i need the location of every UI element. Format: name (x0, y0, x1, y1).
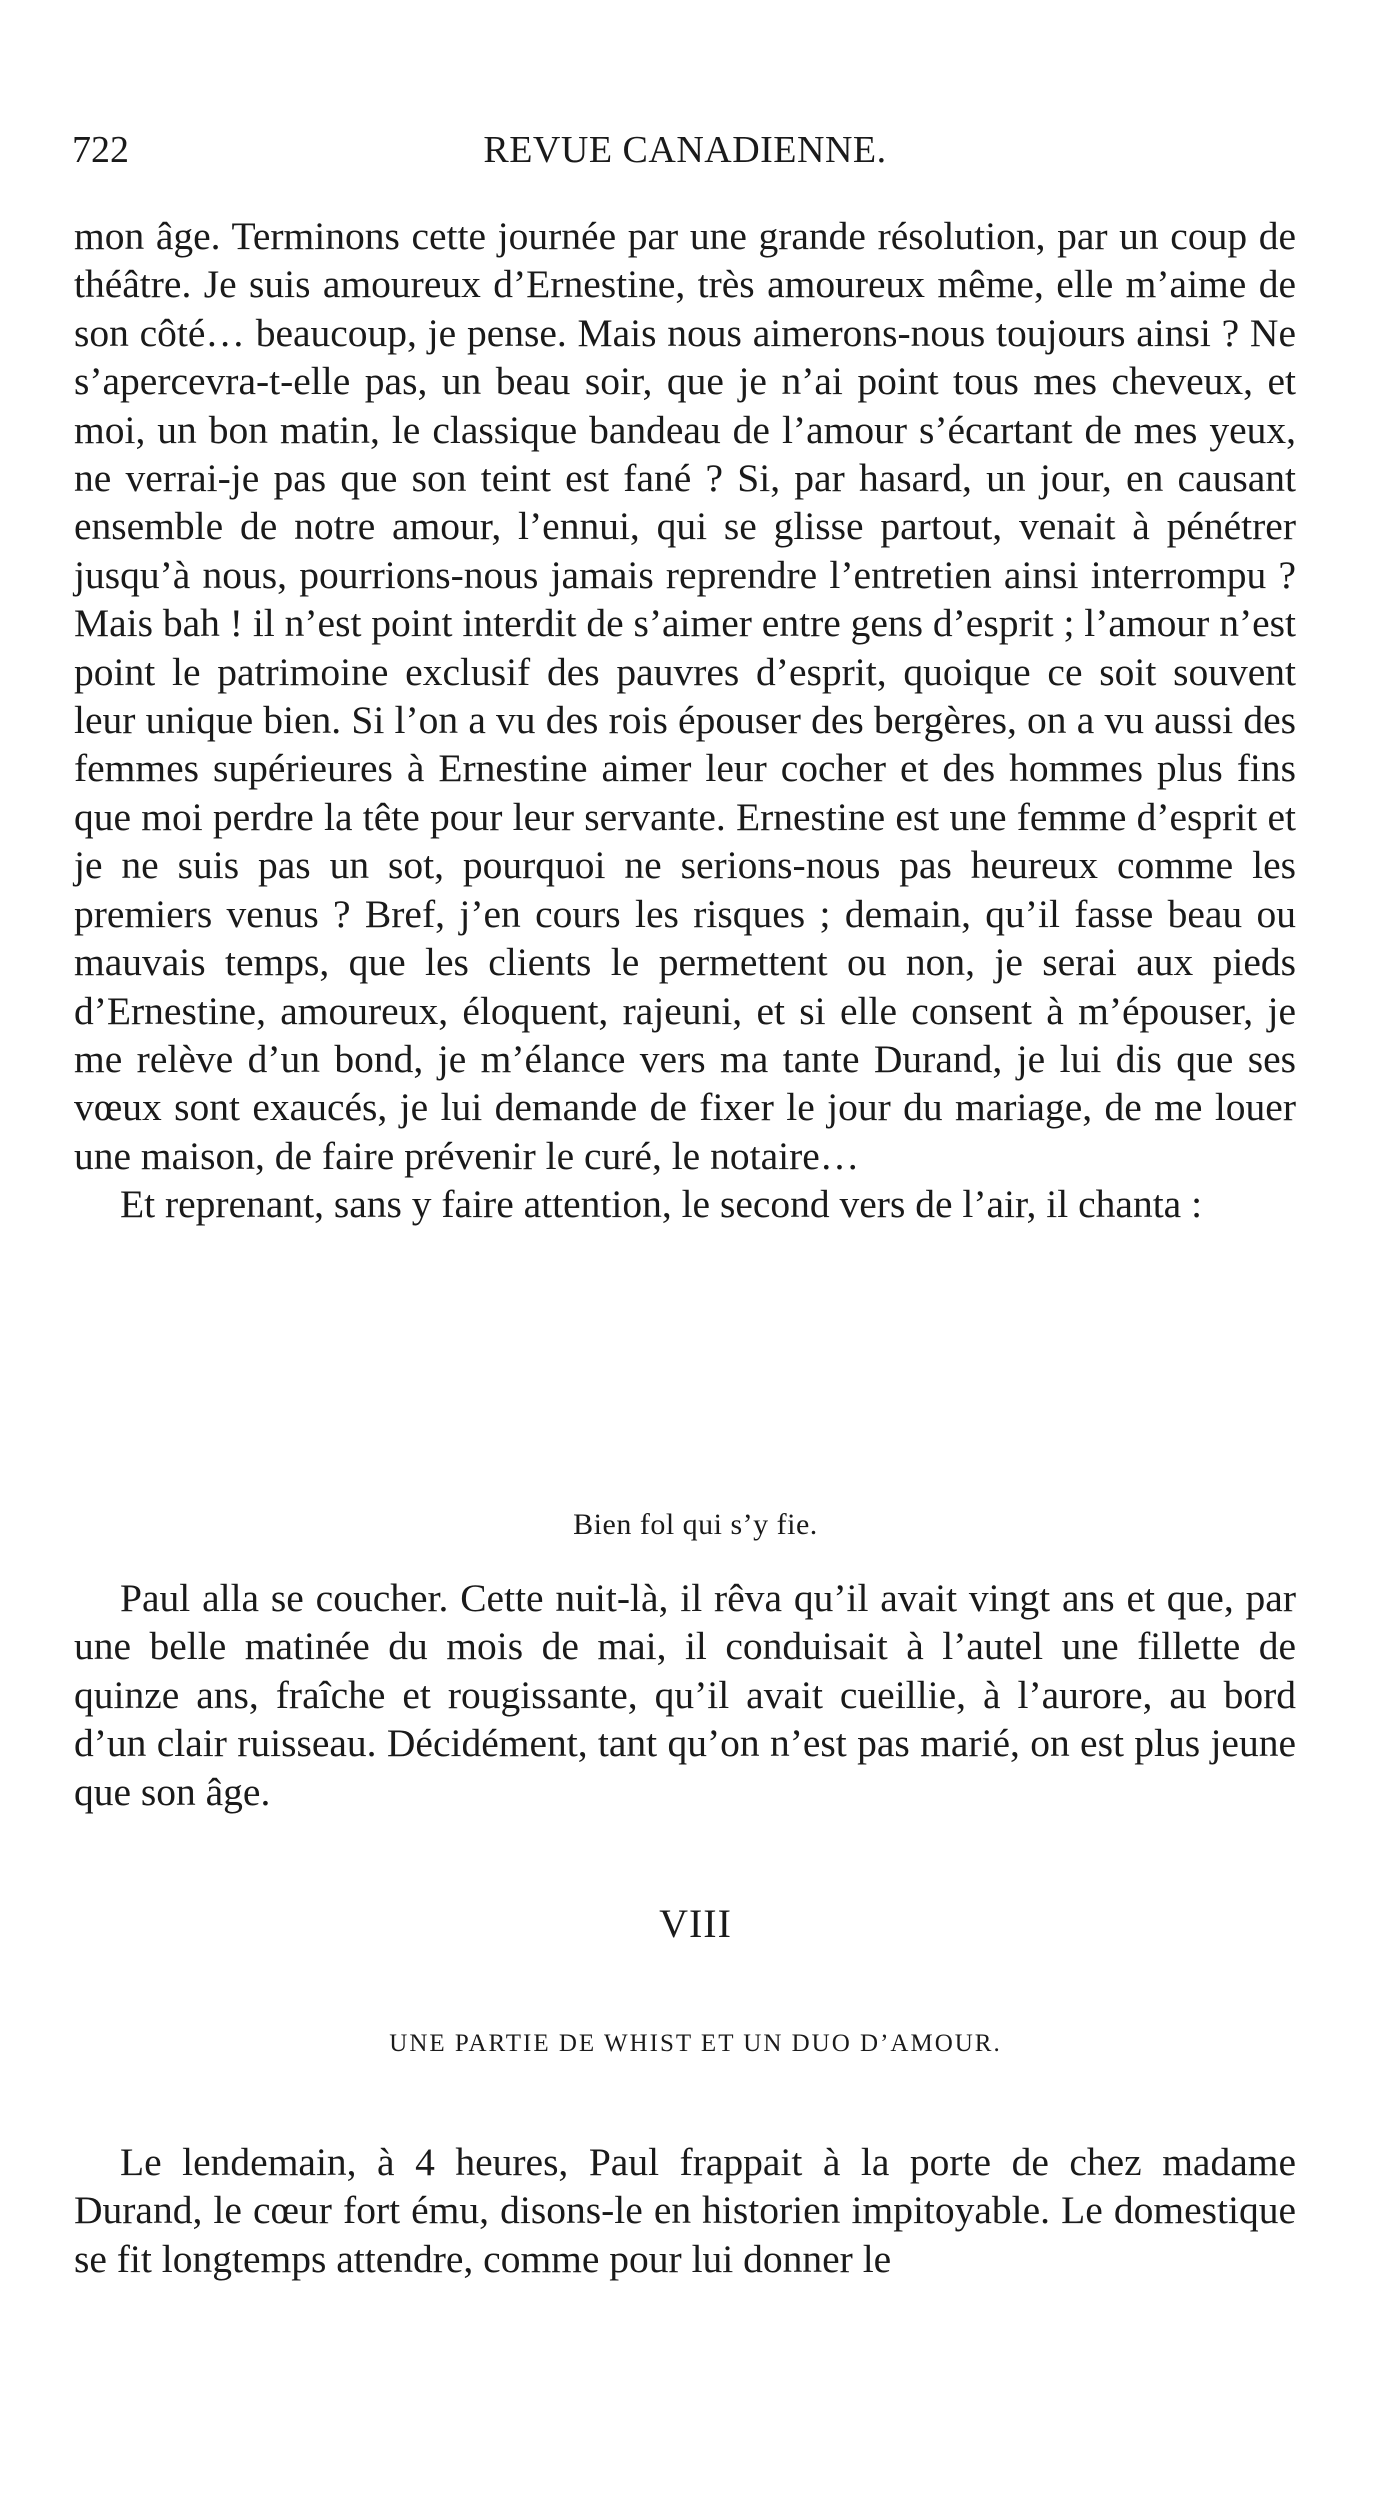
chapter-number: VIII (659, 1901, 732, 1946)
verse-line: Bien fol qui s’y fie. (573, 1508, 818, 1541)
body-text-middle (74, 1574, 1296, 1816)
body-text-bottom (74, 2138, 1296, 2283)
paragraph-monologue: mon âge. Terminons cette journée par une grande résolution, par un coup de théâtre. Je suis amoureux d’Ernestine, très amoureux même, elle m’aime de son côté… beaucoup, je pense. Mais nous aimerons-nous toujours ainsi ? Ne s’apercevra-t-elle pas, un beau soir, que je n’ai point tous mes cheveux, et moi, un bon matin, le classique bandeau de l’amour s’écartant de mes yeux, ne verrai-je pas que son teint est fané ? Si, par hasard, un jour, en causant ensemble de notre amour, l’ennui, qui se glisse partout, venait à pénétrer jusqu’à nous, pourrions-nous jamais reprendre l’entretien ainsi interrompu ? Mais bah ! il n’est point interdit de s’aimer entre gens d’esprit ; l’amour n’est point le patrimoine exclusif des pauvres d’esprit, quoique ce soit souvent leur unique bien. Si l’on a vu des rois épouser des bergères, on a vu aussi des femmes supérieures à Ernestine aimer leur cocher et des hommes plus fins que moi perdre la tête pour leur servante. Ernestine est une femme d’esprit et je ne suis pas un sot, pourquoi ne serions-nous pas heureux comme les premiers venus ? Bref, j’en cours les risques ; demain, qu’il fasse beau ou mauvais temps, que les clients le permettent ou non, je serai aux pieds d’Ernestine, amoureux, éloquent, rajeuni, et si elle consent à m’épouser, je me relève d’un bond, je m’élance vers ma tante Durand, je lui dis que ses vœux sont exaucés, je lui demande de fixer le jour du mariage, de me louer une maison, de faire prévenir le curé, le notaire… (74, 214, 1296, 1178)
page-number: 722 (72, 129, 129, 171)
running-title: REVUE CANADIENNE. (483, 129, 887, 171)
page-header (72, 128, 1298, 178)
body-text-top (74, 212, 1296, 1229)
paragraph-lendemain: Le lendemain, à 4 heures, Paul frappait à la porte de chez madame Durand, le cœur fort ému, disons-le en historien impitoyable. Le domestique se fit longtemps attendre, comme pour lui donner le (74, 2140, 1296, 2281)
paragraph-chanta: Et reprenant, sans y faire attention, le second vers de l’air, il chanta : (120, 1182, 1203, 1227)
paragraph-dream: Paul alla se coucher. Cette nuit-là, il rêva qu’il avait vingt ans et que, par une belle matinée du mois de mai, il conduisait à l’autel une fillette de quinze ans, fraîche et rougissante, qu’il avait cueillie, à l’aurore, au bord d’un clair ruisseau. Décidément, tant qu’on n’est pas marié, on est plus jeune que son âge. (74, 1576, 1296, 1814)
chapter-title: UNE PARTIE DE WHIST ET UN DUO D’AMOUR. (389, 2030, 1002, 2057)
